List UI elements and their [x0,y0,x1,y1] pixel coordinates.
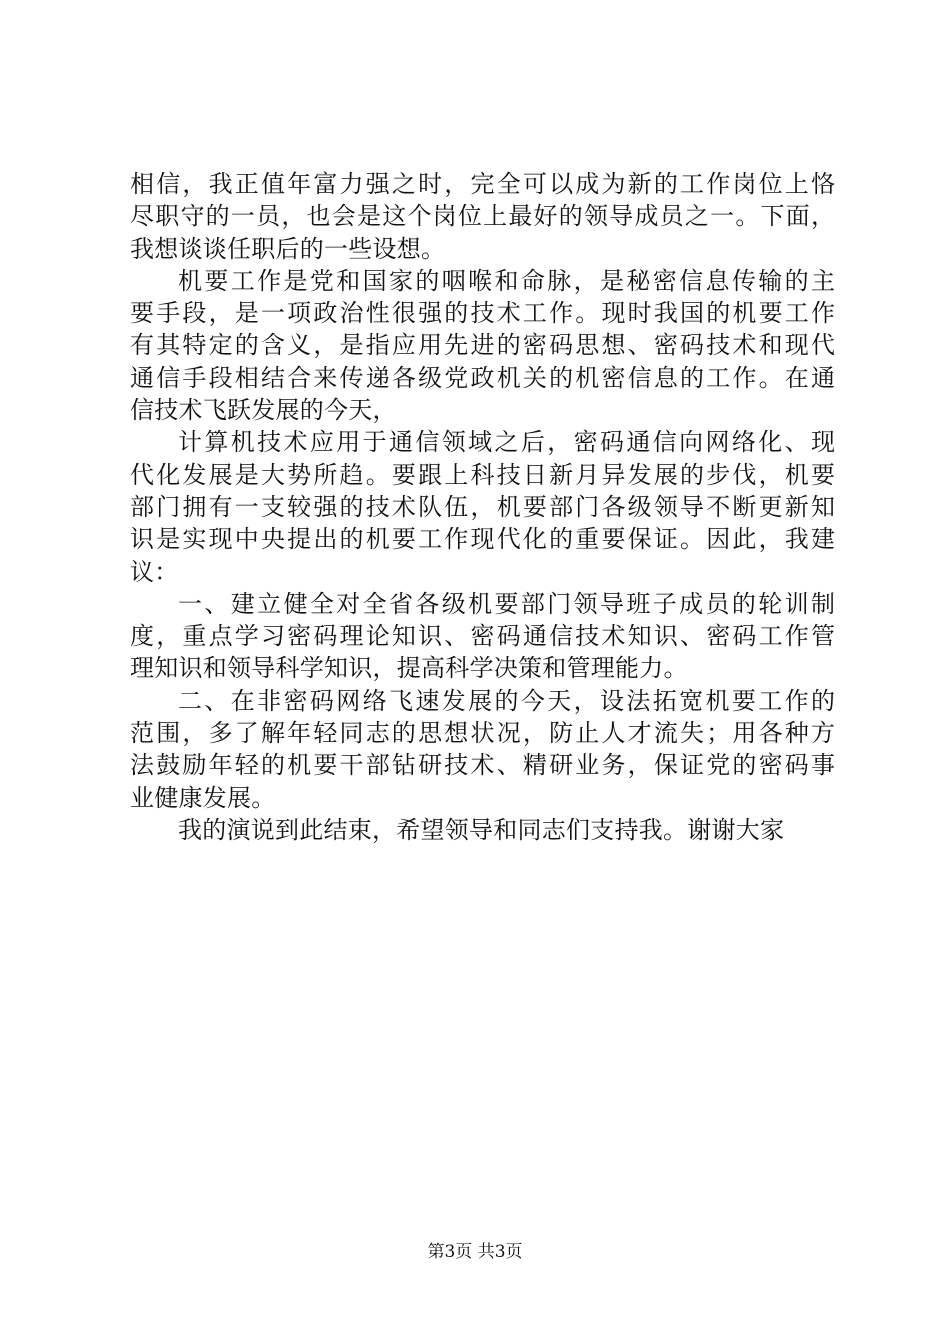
document-body [130,168,835,846]
text-line: 计算机技术应用于通信领域之后，密码通信向网络化、现 [178,428,835,457]
text-line: 通信手段相结合来传递各级党政机关的机密信息的工作。在通 [130,363,835,392]
text-line: 相信，我正值年富力强之时，完全可以成为新的工作岗位上恪 [130,170,835,198]
text-line: 度，重点学习密码理论知识、密码通信技术知识、密码工作管 [130,622,835,651]
text-line: 部门拥有一支较强的技术队伍，机要部门各级领导不断更新知 [130,492,835,521]
page-footer: 第3页 共3页 [427,1242,523,1262]
text-line: 二、在非密码网络飞速发展的今天，设法拓宽机要工作的 [178,686,835,715]
text-line: 要手段，是一项政治性很强的技术工作。现时我国的机要工作 [130,299,835,328]
text-line: 范围，多了解年轻同志的思想状况，防止人才流失；用各种方 [130,719,835,748]
text-line: 法鼓励年轻的机要干部钻研技术、精研业务，保证党的密码事 [130,751,835,780]
text-line: 理知识和领导科学知识，提高科学决策和管理能力。 [130,654,688,683]
text-line: 议： [130,557,179,586]
text-line: 代化发展是大势所趋。要跟上科技日新月异发展的步伐，机要 [130,460,835,489]
text-line: 我想谈谈任职后的一些设想。 [130,234,446,263]
text-line: 我的演说到此结束，希望领导和同志们支持我。谢谢大家 [178,815,785,844]
text-line: 一、建立健全对全省各级机要部门领导班子成员的轮训制 [178,589,835,618]
text-line: 机要工作是党和国家的咽喉和命脉，是秘密信息传输的主 [178,266,835,295]
text-line: 识是实现中央提出的机要工作现代化的重要保证。因此，我建 [130,525,835,554]
text-line: 尽职守的一员，也会是这个岗位上最好的领导成员之一。下面， [130,202,835,231]
text-line: 有其特定的含义，是指应用先进的密码思想、密码技术和现代 [130,331,835,360]
text-line: 信技术飞跃发展的今天， [130,396,397,425]
text-line: 业健康发展。 [130,783,276,812]
